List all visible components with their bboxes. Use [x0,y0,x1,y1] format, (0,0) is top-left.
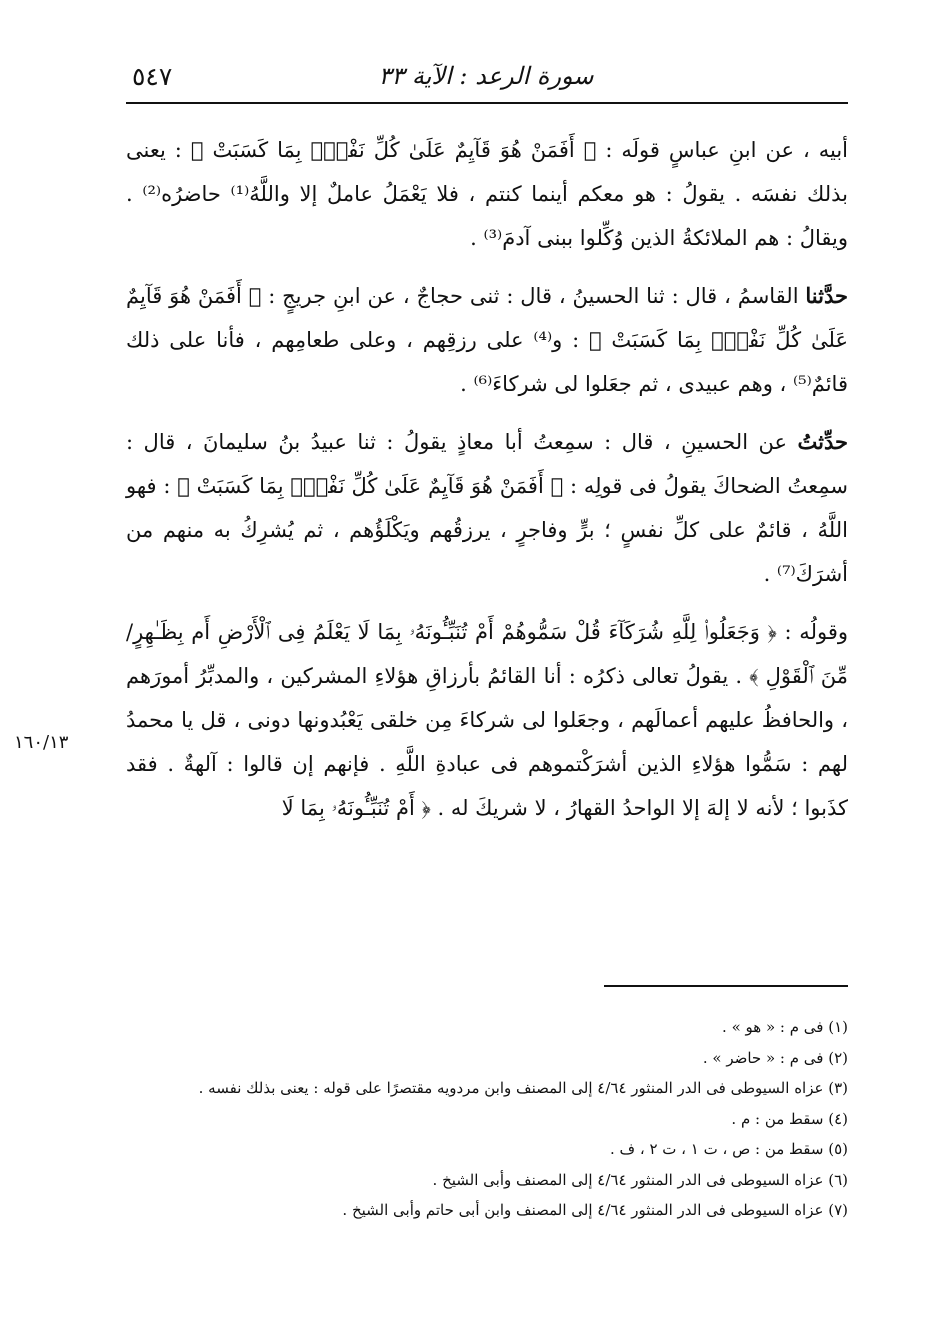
paragraph-lead: حدَّثنا [805,283,848,308]
paragraph-body: وقولُه : ﴿ وَجَعَلُوا۟ لِلَّهِ شُرَكَآءَ قُلْ سَمُّوهُمْ أَمْ تُنَبِّـُٔونَهُۥ بِمَا لَا يَعْلَمُ فِى ٱلْأَرْضِ أَم بِظَـٰهِرٍ/مِّنَ ٱلْقَوْلِ ﴾ . يقولُ تعالى ذكرُه : أنا القائمُ بأرزاقِ هؤلاءِ المشركين ، والمدبِّرُ أمورَهم ، والحافظُ عليهم أعمالَهم ، وجعَلوا لى شركاءَ مِن خلقى يَعْبُدونها دونى ، قل يا محمدُ لهم : سَمُّوا هؤلاءِ الذين أشرَكْتموهم فى عبادةِ اللَّهِ . فإنهم إن قالوا : آلهةٌ . فقد كذَبوا ؛ لأنه لا إلهَ إلا الواحدُ القهارُ ، لا شريكَ له . ﴿ أَمْ تُنَبِّـُٔونَهُۥ بِمَا لَا [126,620,848,820]
main-text [126,128,848,830]
footnote-6: (٦) عزاه السيوطى فى الدر المنثور ٤/٦٤ إلى المصنف وأبى الشيخ . [432,1170,848,1189]
footnotes [126,1012,848,1226]
footnote-divider [604,985,848,987]
running-title: سورة الرعد : الآية ٣٣ [378,62,594,90]
margin-volume-reference: ١٦٠/١٣ [14,732,69,753]
header-divider [126,102,848,104]
paragraph-body: عن الحسينِ ، قال : سمِعتُ أبا معاذٍ يقولُ : ثنا عبيدُ بنُ سليمانَ ، قال : سمِعتُ الضحاكَ يقولُ فى قولِه : ﴿ أَفَمَنْ هُوَ قَآيِمٌ عَلَىٰ كُلِّ نَفْسٍۢ بِمَا كَسَبَتْ ﴾ : فهو اللَّهُ ، قائمٌ على كلِّ نفسٍ ؛ برٍّ وفاجرٍ ، يرزقُهم ويَكْلَؤُهم ، ثم يُشرِكُ به منهم من أشرَكَ⁽⁷⁾ . [126,430,848,586]
paragraph-2 [126,274,848,406]
paragraph-4 [126,610,848,830]
paragraph-1 [126,128,848,260]
page-number: ٥٤٧ [132,62,173,91]
footnote-7: (٧) عزاه السيوطى فى الدر المنثور ٤/٦٤ إلى المصنف وابن أبى حاتم وأبى الشيخ . [342,1201,848,1219]
footnote-5: (٥) سقط من : ص ، ت ١ ، ت ٢ ، ف . [609,1140,848,1158]
footnote-2: (٢) فى م : « حاضر » . [702,1048,848,1067]
paragraph-lead: حدِّثتُ [797,429,848,454]
footnote-4: (٤) سقط من : م . [731,1109,848,1128]
paragraph-body: أبيه ، عن ابنِ عباسٍ قولَه : ﴿ أَفَمَنْ هُوَ قَآيِمٌ عَلَىٰ كُلِّ نَفْسٍۢ بِمَا كَسَبَتْ ﴾ : يعنى بذلك نفسَه . يقولُ : هو معكم أينما كنتم ، فلا يَعْمَلُ عاملٌ إلا واللَّهُ⁽¹⁾ حاضرُه⁽²⁾ . ويقالُ : هم الملائكةُ الذين وُكِّلوا ببنى آدمَ⁽³⁾ . [126,138,848,250]
paragraph-3 [126,420,848,596]
footnote-1: (١) فى م : « هو » . [722,1018,848,1036]
footnote-3: (٣) عزاه السيوطى فى الدر المنثور ٤/٦٤ إلى المصنف وابن مردويه مقتصرًا على قوله : يعنى بذلك نفسه . [198,1079,848,1097]
paragraph-body: القاسمُ ، قال : ثنا الحسينُ ، قال : ثنى حجاجٌ ، عن ابنِ جريجٍ : ﴿ أَفَمَنْ هُوَ قَآيِمٌ عَلَىٰ كُلِّ نَفْسٍۢ بِمَا كَسَبَتْ ﴾ : و⁽⁴⁾ على رزقِهم ، وعلى طعامِهم ، فأنا على ذلك قائمٌ⁽⁵⁾ ، وهم عبيدى ، ثم جعَلوا لى شركاءَ⁽⁶⁾ . [126,284,848,396]
page-header [126,56,846,96]
